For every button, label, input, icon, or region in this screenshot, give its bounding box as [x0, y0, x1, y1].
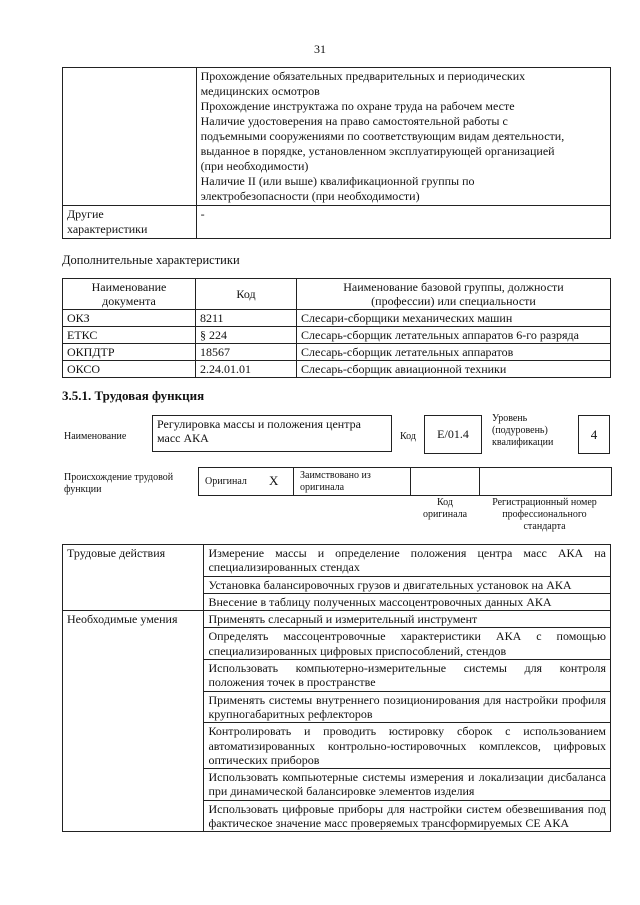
label-line: Другие	[67, 207, 104, 221]
header-group	[297, 279, 611, 310]
action-cell: Измерение массы и определение положения центра масс АКА на специализированных стендах	[204, 545, 611, 577]
header-line: Наименование базовой группы, должности	[343, 280, 564, 294]
doc-cell: ОКСО	[63, 361, 196, 378]
header-line: документа	[102, 294, 156, 308]
caption-line: Регистрационный номер	[492, 497, 597, 508]
original-mark: X	[269, 473, 279, 488]
name-cell: Слесарь-сборщик авиационной техники	[297, 361, 611, 378]
function-name-line: масс АКА	[157, 431, 209, 445]
header-line: Наименование	[91, 280, 167, 294]
requirement-line: подъемными сооружениями по соответствующим видам деятельности,	[200, 129, 565, 143]
code-cell: 8211	[196, 310, 297, 327]
page-number: 31	[314, 42, 326, 56]
original-box	[198, 467, 296, 496]
requirements-cell	[196, 68, 610, 206]
additional-characteristics-title: Дополнительные характеристики	[62, 253, 240, 267]
label-line: Заимствовано из	[300, 470, 371, 481]
function-code-box: E/01.4	[424, 415, 482, 454]
code-cell: 2.24.01.01	[196, 361, 297, 378]
additional-characteristics-table	[62, 278, 611, 378]
actions-label: Трудовые действия	[63, 545, 204, 611]
doc-cell: ЕТКС	[63, 327, 196, 344]
function-name-line: Регулировка массы и положения центра	[157, 417, 361, 431]
name-cell: Слесарь-сборщик летательных аппаратов 6-го разряда	[297, 327, 611, 344]
skill-cell: Применять системы внутреннего позиционирования для настройки профиля крупногабаритных рефлекторов	[204, 691, 611, 723]
borrowed-label	[300, 470, 371, 494]
other-characteristics-label	[63, 206, 197, 239]
table-row	[63, 545, 611, 577]
label-line: характеристики	[67, 222, 148, 236]
requirement-line: Прохождение инструктажа по охране труда на рабочем месте	[200, 99, 515, 113]
requirement-line: медицинских осмотров	[200, 84, 320, 98]
labor-function-title: 3.5.1. Трудовая функция	[62, 388, 205, 403]
original-label: Оригинал	[205, 476, 247, 487]
requirements-table	[62, 67, 611, 239]
other-characteristics-value: -	[196, 206, 610, 239]
origin-label	[64, 472, 173, 496]
action-cell: Установка балансировочных грузов и двигательных установок на АКА	[204, 576, 611, 593]
requirement-line: Прохождение обязательных предварительных и периодических	[200, 69, 526, 83]
doc-cell: ОКПДТР	[63, 344, 196, 361]
requirement-line: Наличие II (или выше) квалификационной группы по	[200, 174, 475, 188]
doc-cell: ОКЗ	[63, 310, 196, 327]
requirement-line: электробезопасности (при необходимости)	[200, 189, 420, 203]
caption-line: Код	[437, 497, 453, 508]
code-label: Код	[400, 431, 416, 442]
table-row	[63, 206, 611, 239]
table-row	[63, 310, 611, 327]
table-row	[63, 344, 611, 361]
label-line: квалификации	[492, 437, 554, 448]
registration-number-caption	[479, 497, 610, 533]
qualification-level-box: 4	[578, 415, 610, 454]
name-label: Наименование	[64, 431, 127, 442]
table-row	[63, 68, 611, 206]
skill-cell: Применять слесарный и измерительный инструмент	[204, 611, 611, 628]
caption-line: профессионального	[502, 509, 587, 520]
code-original-caption	[410, 497, 480, 521]
skill-cell: Контролировать и проводить юстировку сборок с использованием автоматизированных контрольно-юстировочных комплексов, цифровых оптических приборов	[204, 723, 611, 769]
caption-line: оригинала	[422, 509, 468, 520]
table-row	[63, 361, 611, 378]
header-document	[63, 279, 196, 310]
header-code: Код	[196, 279, 297, 310]
skill-cell: Использовать компьютерные системы измерения и локализации дисбаланса при динамической балансировке элементов изделия	[204, 769, 611, 801]
label-line: Уровень	[492, 413, 528, 424]
action-cell: Внесение в таблицу полученных массоцентровочных данных АКА	[204, 593, 611, 610]
skill-cell: Определять массоцентровочные характеристики АКА с помощью специализированных цифровых приспособлений, стендов	[204, 628, 611, 660]
labor-actions-table	[62, 544, 611, 832]
header-line: (профессии) или специальности	[371, 294, 536, 308]
table-row	[63, 327, 611, 344]
code-cell: § 224	[196, 327, 297, 344]
label-line: (подуровень)	[492, 425, 548, 436]
label-line: оригинала	[300, 482, 345, 493]
label-line: Происхождение трудовой	[64, 472, 174, 483]
name-cell: Слесарь-сборщик летательных аппаратов	[297, 344, 611, 361]
function-name-box	[152, 415, 392, 452]
requirement-line: выданное в порядке, установленном эксплуатирующей организацией	[200, 144, 555, 158]
table-header-row	[63, 279, 611, 310]
requirement-line: (при необходимости)	[200, 159, 309, 173]
registration-number-box	[479, 467, 612, 496]
requirement-line: Наличие удостоверения на право самостоятельной работы с	[200, 114, 508, 128]
qualification-level-label	[492, 413, 553, 449]
skills-label: Необходимые умения	[63, 611, 204, 832]
caption-line: стандарта	[523, 521, 566, 532]
code-cell: 18567	[196, 344, 297, 361]
skill-cell: Использовать компьютерно-измерительные системы для контроля положения точек в пространстве	[204, 660, 611, 692]
code-original-box	[410, 467, 482, 496]
requirements-label-cell	[63, 68, 197, 206]
label-line: функции	[64, 484, 102, 495]
borrowed-box	[293, 467, 413, 496]
table-row	[63, 611, 611, 628]
skill-cell: Использовать цифровые приборы для настройки систем обезвешивания под фактическое значение масс проверяемых трансформируемых СЕ АКА	[204, 800, 611, 832]
name-cell: Слесари-сборщики механических машин	[297, 310, 611, 327]
